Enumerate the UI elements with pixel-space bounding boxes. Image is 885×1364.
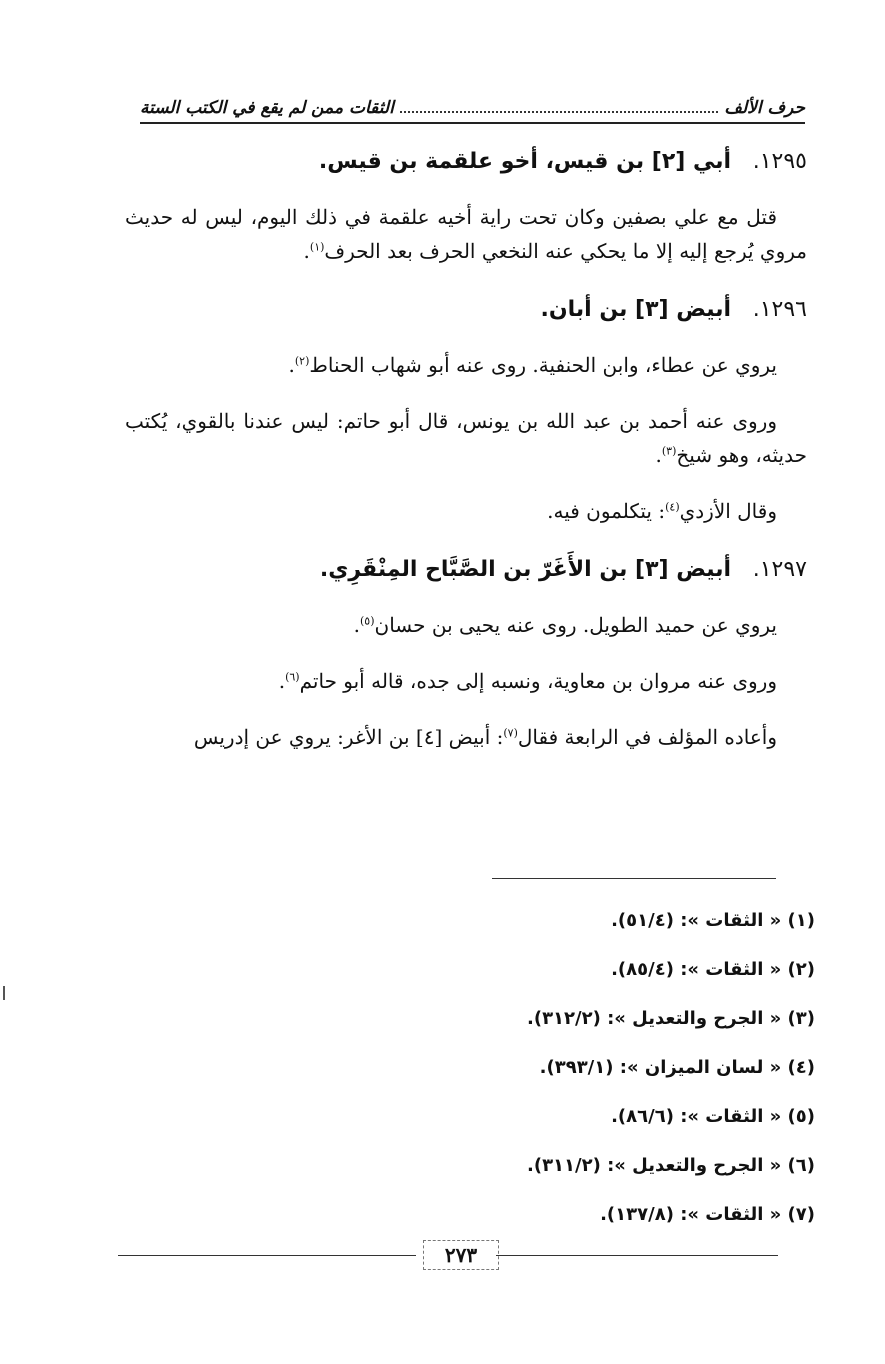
entry-paragraph [125,348,807,382]
footnote-item: (٢) « الثقات »: (٨٥/٤). [611,959,815,980]
paragraph-text: وقال الأزدي [679,499,777,523]
footnote-ref: (٦) [285,670,300,684]
footnote-item: (٦) « الجرح والتعديل »: (٣١١/٢). [526,1155,815,1176]
entry-heading [125,142,807,182]
footer-rule-left [118,1255,416,1256]
header-dots [400,110,719,113]
footnote-item: (٧) « الثقات »: (١٣٧/٨). [600,1204,815,1225]
paragraph-text: وروى عنه مروان بن معاوية، ونسبه إلى جده، قاله أبو حاتم [299,669,777,693]
footnote-item: (٥) « الثقات »: (٨٦/٦). [611,1106,815,1127]
paragraph-text: وروى عنه أحمد بن عبد الله بن يونس، قال أبو حاتم: ليس عندنا بالقوي، يُكتب حديثه، وهو شيخ [125,409,807,467]
page-number: ٢٧٣ [423,1240,499,1270]
paragraph-end: : أبيض [٤] بن الأغر: يروي عن إدريس [193,725,504,749]
footnote-ref: (٤) [665,500,680,514]
entry-paragraph [125,664,807,698]
footnote-item: (١) « الثقات »: (٥١/٤). [611,910,815,931]
paragraph-end: . [278,669,286,693]
footnote-ref: (٣) [661,444,677,458]
entry-title: أبيض [٣] بن الأَغَرّ بن الصَّبَّاح المِنْقَرِي. [319,557,732,582]
entry-paragraph [125,608,807,642]
paragraph-end: . [288,353,295,377]
main-text [125,138,807,776]
entry-number: ١٢٩٧. [752,557,807,582]
entry-heading [125,550,807,590]
entry-heading [125,290,807,330]
entry-paragraph [125,200,807,268]
entry-paragraph [125,404,807,472]
paragraph-end: : يتكلمون فيه. [547,499,666,523]
paragraph-end: . [655,443,662,467]
entry-paragraph [125,494,807,528]
footnote-item: (٣) « الجرح والتعديل »: (٣١٢/٢). [526,1008,815,1029]
footnotes [125,896,815,1239]
scan-margin-mark [3,986,5,1000]
running-header [140,84,805,124]
header-chapter: حرف الألف [724,98,805,118]
paragraph-end: . [303,239,310,263]
footnote-ref: (٧) [503,726,518,740]
entry-number: ١٢٩٦. [752,297,807,322]
paragraph-text: قتل مع علي بصفين وكان تحت راية أخيه علقمة في ذلك اليوم، ليس له حديث مروي يُرجع إليه إلا ما يحكي عنه النخعي الحرف بعد الحرف [125,205,807,263]
paragraph-text: يروي عن عطاء، وابن الحنفية. روى عنه أبو شهاب الحناط [309,353,777,377]
footnote-divider [492,878,776,879]
page-footer [118,1240,778,1270]
footnote-ref: (١) [309,240,325,254]
entry-title: أبي [٢] بن قيس، أخو علقمة بن قيس. [318,149,732,174]
footer-rule-right [496,1255,778,1256]
header-book-title: الثقات ممن لم يقع في الكتب الستة [140,98,394,118]
footnote-item: (٤) « لسان الميزان »: (٣٩٣/١). [539,1057,815,1078]
entry-title: أبيض [٣] بن أبان. [540,297,732,322]
footnote-ref: (٥) [360,614,375,628]
entry-paragraph [125,720,807,754]
paragraph-text: يروي عن حميد الطويل. روى عنه يحيى بن حسان [374,613,777,637]
paragraph-text: وأعاده المؤلف في الرابعة فقال [517,725,777,749]
entry-number: ١٢٩٥. [752,149,807,174]
paragraph-end: . [353,613,360,637]
footnote-ref: (٢) [294,354,310,368]
